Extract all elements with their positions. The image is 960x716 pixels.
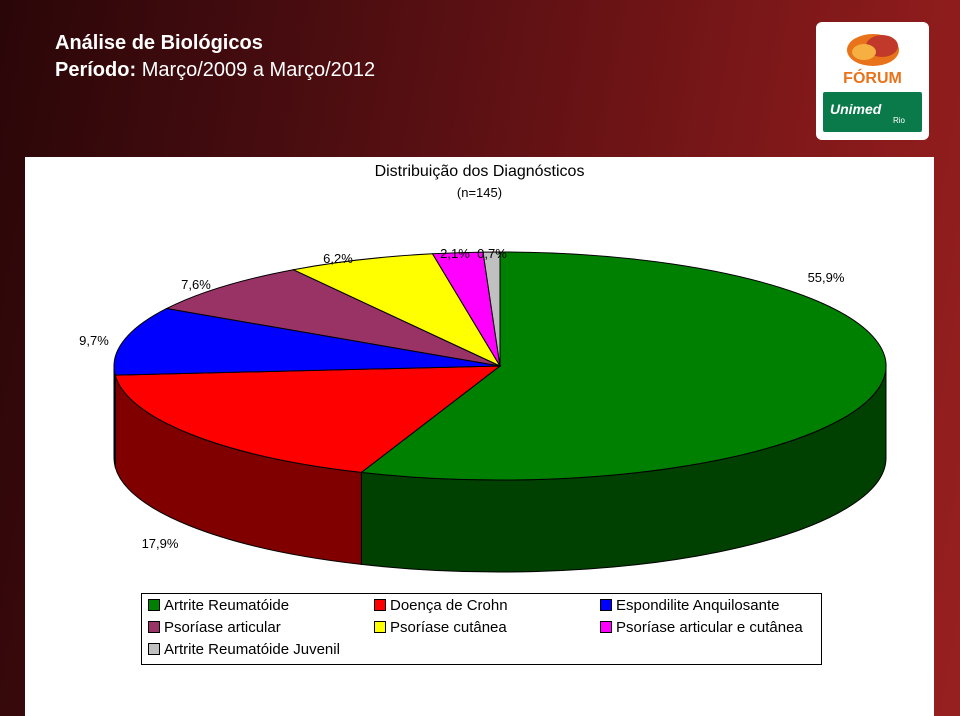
legend-item: [148, 596, 289, 616]
legend-swatch: [148, 599, 160, 611]
legend-label: Psoríase cutânea: [390, 619, 507, 636]
legend-swatch: [600, 621, 612, 633]
slice-label-4: 6,2%: [323, 251, 353, 266]
logo-forum-text: FÓRUM: [843, 70, 902, 87]
slice-label-5: 2,1%: [440, 246, 470, 261]
legend-swatch: [374, 621, 386, 633]
slice-label-0: 55,9%: [807, 270, 845, 285]
slice-label-3: 7,6%: [181, 277, 211, 292]
legend-item: [600, 596, 779, 616]
slice-label-2: 9,7%: [79, 333, 109, 348]
logo-brand-text: Unimed: [830, 101, 882, 117]
chart-title: Distribuição dos Diagnósticos: [374, 163, 585, 180]
chart-subtitle: (n=145): [456, 185, 503, 200]
legend-swatch: [148, 643, 160, 655]
legend-swatch: [374, 599, 386, 611]
legend-label: Psoríase articular: [164, 619, 281, 636]
slice-label-1: 17,9%: [141, 536, 179, 551]
legend-item: [148, 640, 340, 660]
slide-heading: Análise de Biológicos: [55, 32, 263, 54]
legend-item: [374, 618, 507, 638]
pie-side-2: [114, 366, 115, 467]
legend-item: [148, 618, 281, 638]
legend-swatch: [148, 621, 160, 633]
legend-item: [374, 596, 508, 616]
legend-label: Espondilite Anquilosante: [616, 597, 780, 614]
legend-label: Psoríase articular e cutânea: [616, 619, 803, 636]
legend-label: Doença de Crohn: [390, 597, 508, 614]
period-value: Março/2009 a Março/2012: [141, 59, 376, 81]
logo-city-text: Rio: [893, 116, 906, 125]
legend-label: Artrite Reumatóide: [164, 597, 290, 614]
chart-legend: [141, 593, 822, 665]
legend-item: [600, 618, 803, 638]
legend-swatch: [600, 599, 612, 611]
slice-label-6: 0,7%: [477, 246, 507, 261]
legend-label: Artrite Reumatóide Juvenil: [164, 641, 340, 658]
period-label: Período:: [55, 59, 137, 81]
